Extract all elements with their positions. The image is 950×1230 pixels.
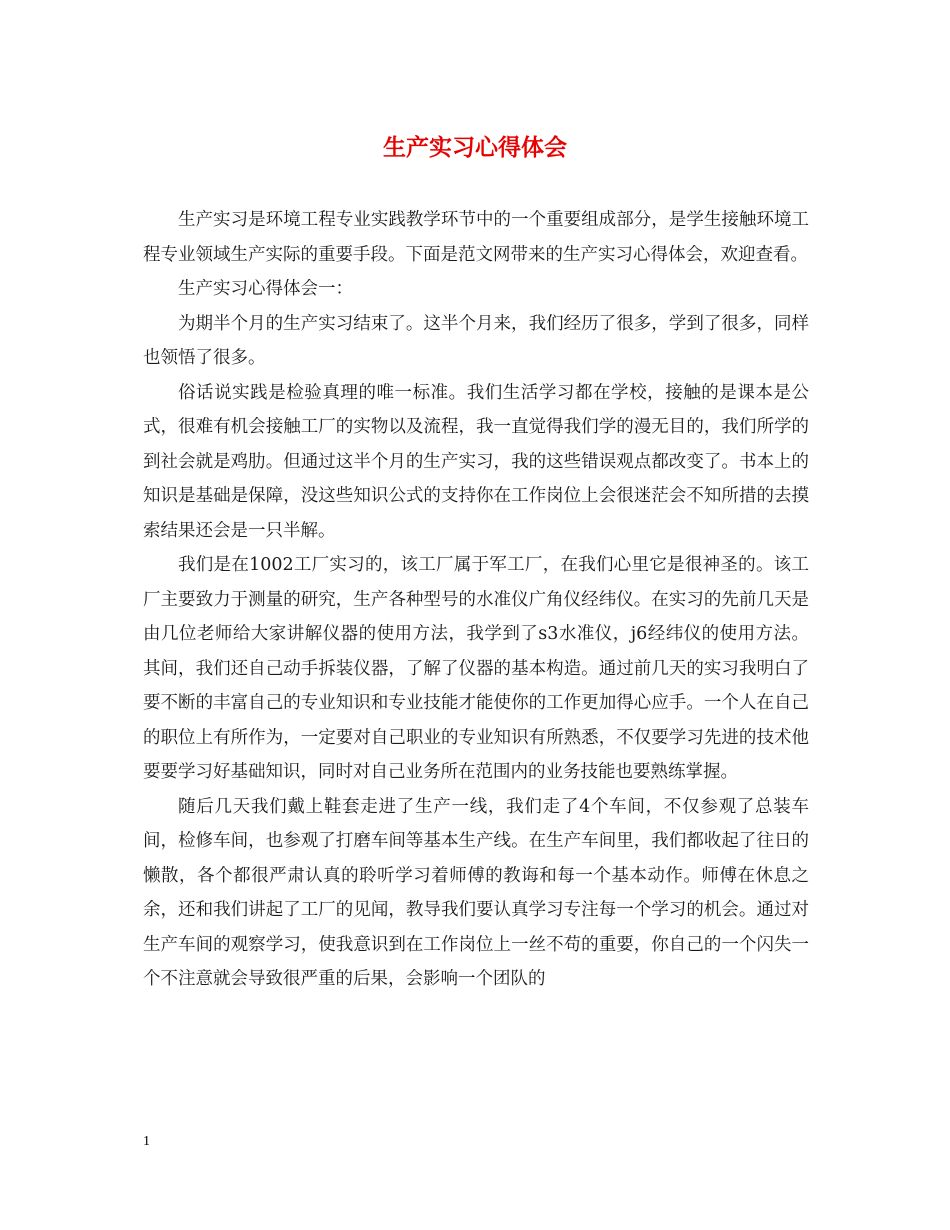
paragraph: 随后几天我们戴上鞋套走进了生产一线，我们走了4个车间，不仅参观了总装车间，检修车间，也参观了打磨车间等基本生产线。在生产车间里，我们都收起了往日的懒散，各个都很严肃认真的聆听学习着师傅的教诲和每一个基本动作。师傅在休息之余，还和我们讲起了工厂的见闻，教导我们要认真学习专注每一个学习的机会。通过对生产车间的观察学习，使我意识到在工作岗位上一丝不苟的重要，你自己的一个闪失一个不注意就会导致很严重的后果，会影响一个团队的 [143, 796, 809, 989]
page-number: 1 [143, 1134, 150, 1149]
paragraph: 为期半个月的生产实习结束了。这半个月来，我们经历了很多，学到了很多，同样也领悟了很多。 [143, 313, 809, 368]
paragraph: 我们是在1002工厂实习的，该工厂属于军工厂，在我们心里它是很神圣的。该工厂主要致力于测量的研究，生产各种型号的水准仪广角仪经纬仪。在实习的先前几天是由几位老师给大家讲解仪器的使用方法，我学到了s3水准仪，j6经纬仪的使用方法。其间，我们还自己动手拆装仪器，了解了仪器的基本构造。通过前几天的实习我明白了要不断的丰富自己的专业知识和专业技能才能使你的工作更加得心应手。一个人在自己的职位上有所作为，一定要对自己职业的专业知识有所熟悉，不仅要学习先进的技术他要要学习好基础知识，同时对自己业务所在范围内的业务技能也要熟练掌握。 [143, 555, 809, 782]
paragraph: 俗话说实践是检验真理的唯一标准。我们生活学习都在学校，接触的是课本是公式，很难有机会接触工厂的实物以及流程，我一直觉得我们学的漫无目的，我们所学的到社会就是鸡肋。但通过这半个月的生产实习，我的这些错误观点都改变了。书本上的知识是基础是保障，没这些知识公式的支持你在工作岗位上会很迷茫会不知所措的去摸索结果还会是一只半解。 [143, 382, 809, 541]
section-heading: 生产实习心得体会一： [178, 279, 353, 299]
paragraph-intro: 生产实习是环境工程专业实践教学环节中的一个重要组成部分，是学生接触环境工程专业领域生产实际的重要手段。下面是范文网带来的生产实习心得体会，欢迎查看。 [143, 210, 809, 265]
document-title: 生产实习心得体会 [383, 134, 567, 161]
document-body [143, 203, 809, 997]
